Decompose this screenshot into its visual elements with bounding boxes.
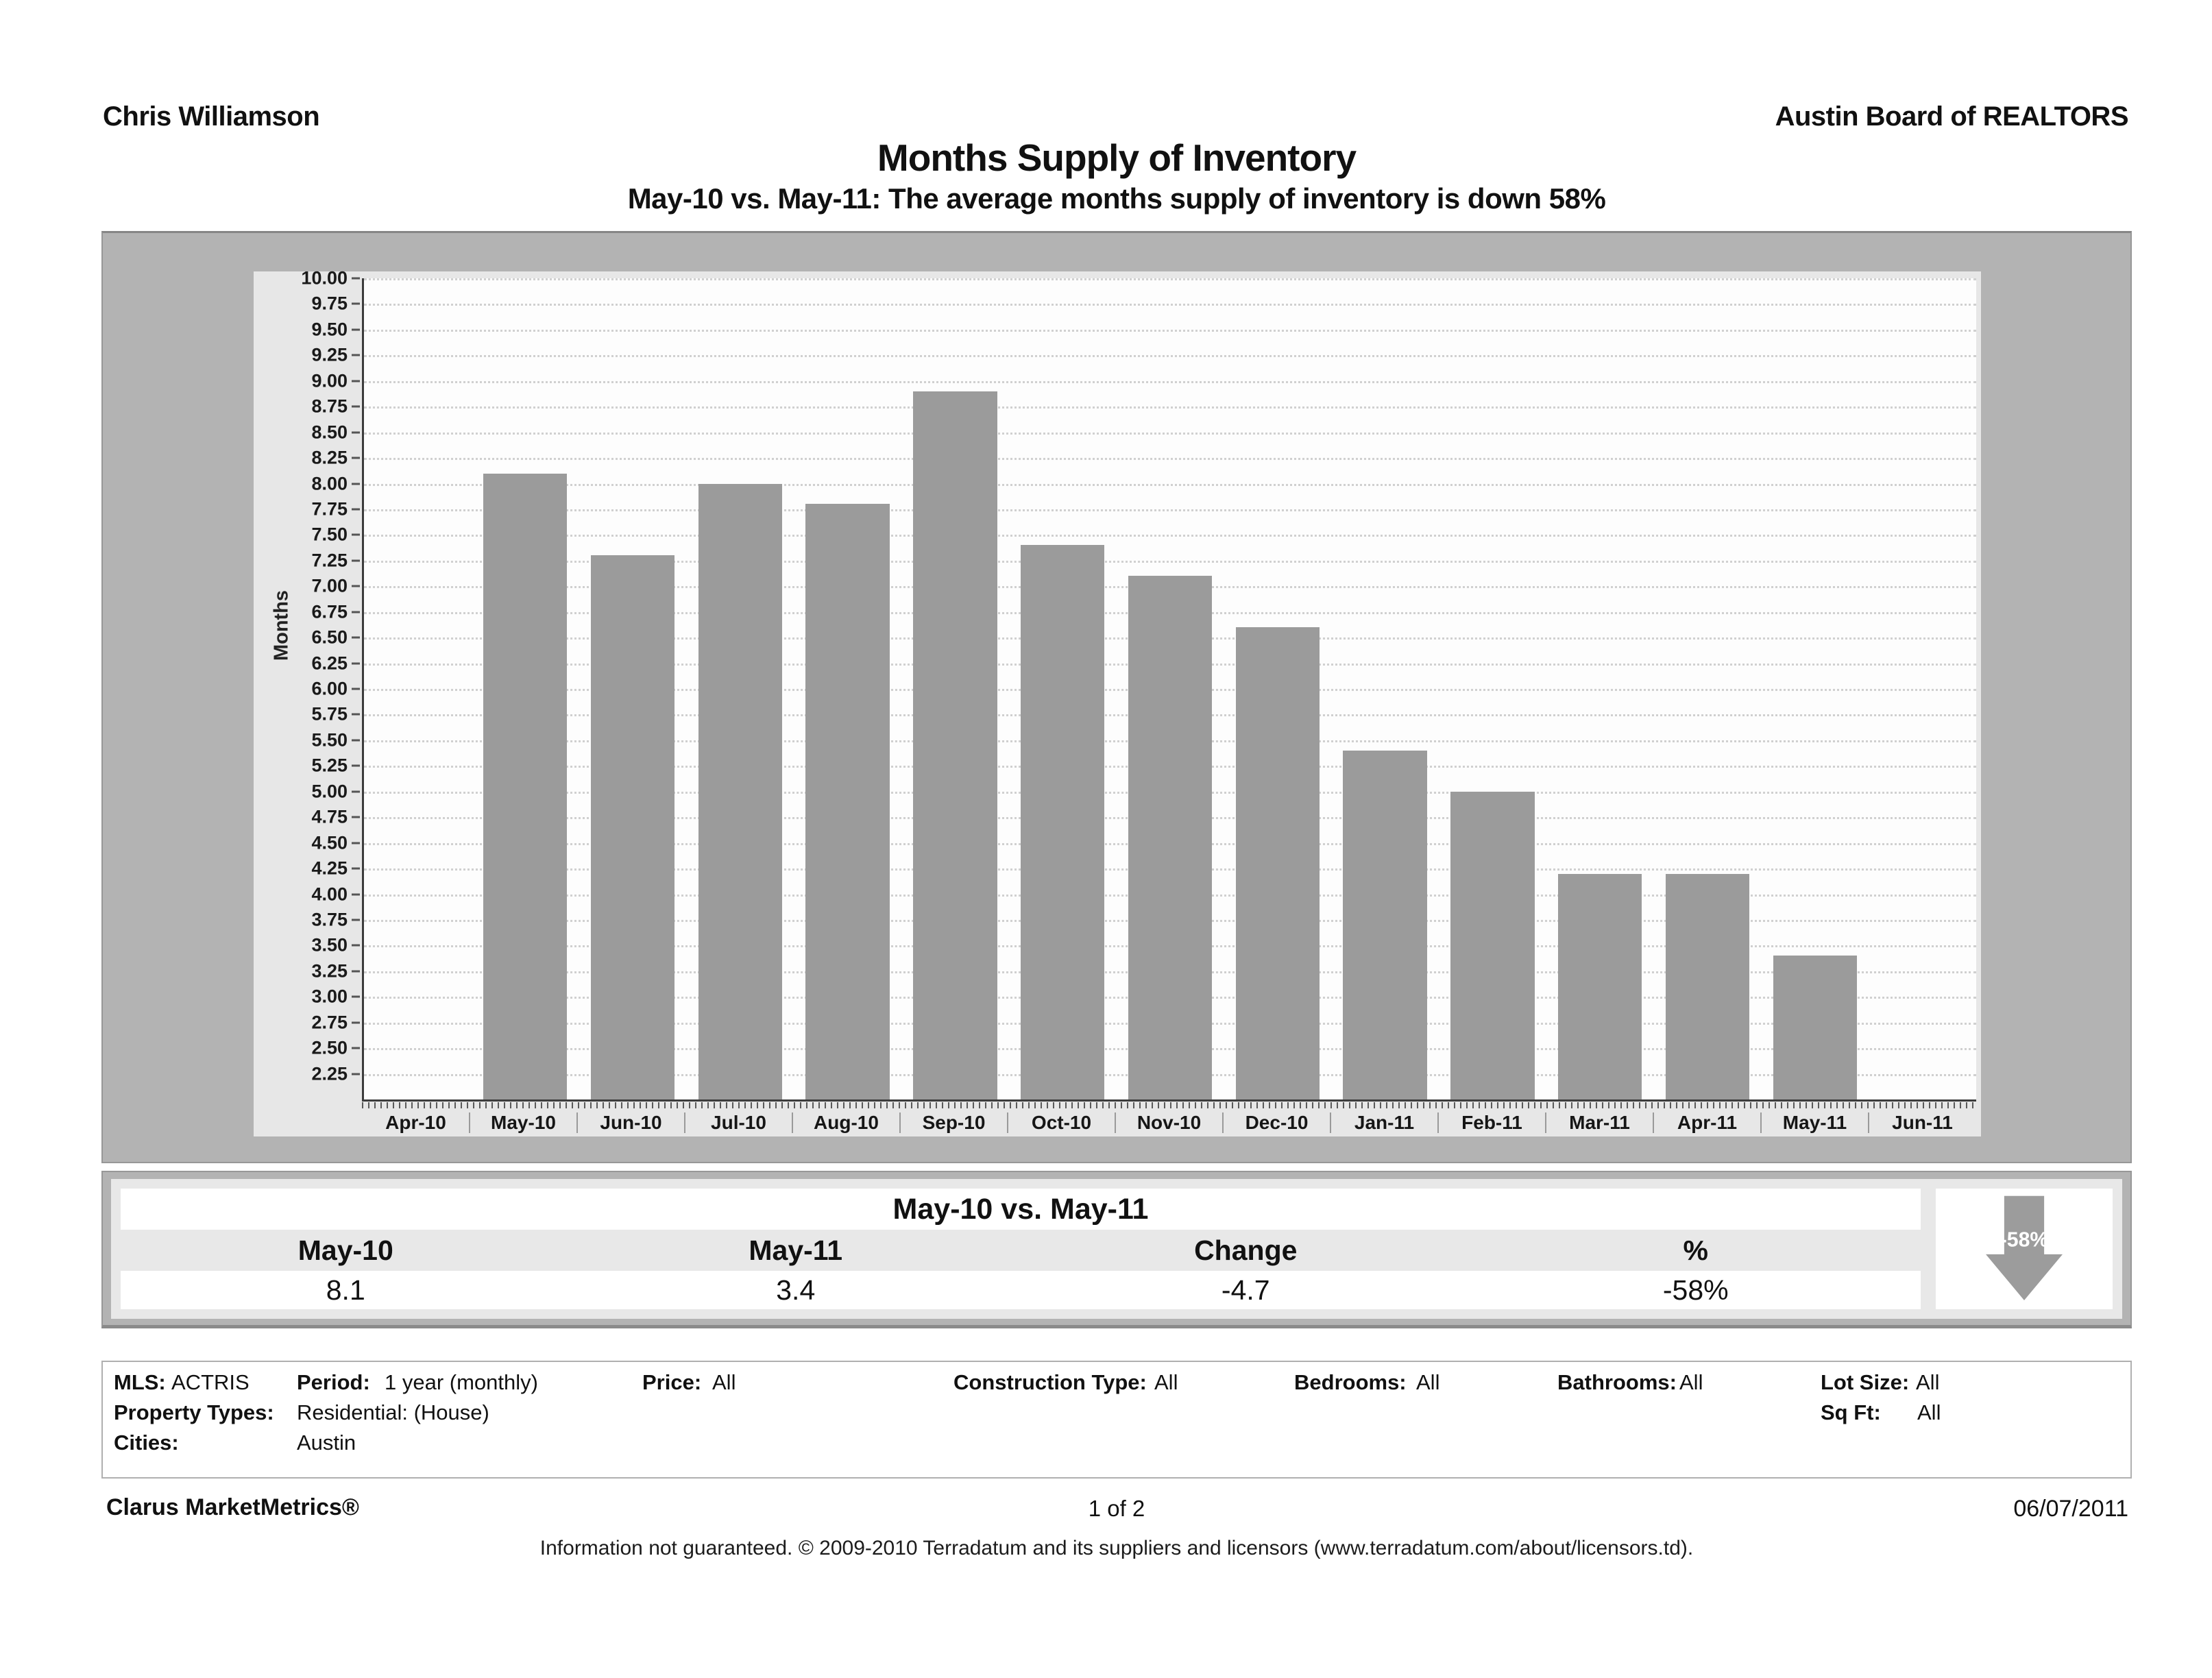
bar-Oct-10 [1021,545,1104,1099]
summary-column-header: May-10 [297,1235,393,1266]
bar-Feb-11 [1450,792,1534,1099]
report-title: Months Supply of Inventory [877,136,1357,179]
bar-Nov-10 [1128,576,1212,1099]
y-tick-label: 9.50 [311,319,360,340]
summary-value-row [121,1271,1921,1309]
y-tick-label: 5.50 [311,729,360,751]
report-subtitle: May-10 vs. May-11: The average months supply of inventory is down 58% [627,182,1606,215]
y-tick-label: 6.50 [311,627,360,648]
x-tick-label: Feb-11 [1438,1109,1546,1136]
x-tick-label: Dec-10 [1223,1109,1330,1136]
bar-Sep-10 [913,391,997,1099]
gridline [364,484,1976,486]
y-tick-label: 6.00 [311,679,360,700]
y-tick-label: 6.75 [311,601,360,622]
chart-panel [254,267,1981,1136]
y-tick-label: 3.25 [311,960,360,982]
footer-date: 06/07/2011 [2013,1496,2128,1522]
gridline [364,458,1976,460]
footer-page-indicator: 1 of 2 [1088,1496,1145,1521]
y-tick-label: 8.00 [311,473,360,494]
x-tick-label: Jun-10 [577,1109,685,1136]
plot-area [362,278,1976,1102]
y-tick-label: 5.00 [311,781,360,802]
gridline [364,381,1976,383]
criteria-sq-ft: Sq Ft: All [1821,1400,1941,1424]
criteria-construction-type: Construction Type: All [953,1370,1178,1394]
criteria-lot-size: Lot Size: All [1821,1370,1940,1394]
y-tick-label: 10.00 [301,268,360,289]
x-tick-label: Mar-11 [1546,1109,1653,1136]
summary-value: -4.7 [1221,1274,1270,1306]
footer-brand: Clarus MarketMetrics® [106,1494,359,1520]
gridline [364,433,1976,435]
x-tick-label: Apr-10 [385,1112,446,1133]
summary-header-row [121,1232,1921,1268]
bar-Jan-11 [1343,751,1426,1099]
x-tick-label: Jul-10 [685,1109,792,1136]
x-tick-label: Nov-10 [1115,1109,1223,1136]
summary-title: May-10 vs. May-11 [121,1189,1921,1230]
y-tick-label: 3.00 [311,986,360,1008]
summary-value: 8.1 [326,1274,365,1306]
y-tick-label: 3.75 [311,909,360,930]
y-tick-label: 4.25 [311,858,360,879]
summary-frame [101,1171,2132,1328]
x-tick-label: Aug-10 [792,1109,900,1136]
y-tick-label: 9.00 [311,370,360,391]
y-tick-label: 3.50 [311,935,360,956]
criteria-box [101,1361,2132,1479]
y-tick-label: 5.75 [311,704,360,725]
criteria-period: Period: 1 year (monthly) [297,1370,538,1394]
summary-panel [111,1179,2122,1319]
y-axis-title: Months [270,589,293,661]
x-tick-label: Apr-11 [1653,1109,1761,1136]
y-tick-label: 2.75 [311,1012,360,1033]
summary-table [121,1189,1921,1309]
bar-Mar-11 [1558,874,1642,1099]
down-arrow-icon [1973,1191,2076,1306]
y-axis-labels [254,267,360,1099]
gridline [364,509,1976,511]
y-tick-label: 7.00 [311,576,360,597]
agent-name: Chris Williamson [103,101,320,132]
footer-disclaimer: Information not guaranteed. © 2009-2010 Terradatum and its suppliers and licensors (www.terradatum.com/about/licensors.td). [539,1537,1694,1559]
bar-May-11 [1773,956,1857,1099]
y-tick-label: 7.75 [311,498,360,520]
gridline [364,535,1976,537]
x-tick-label: Jan-11 [1330,1109,1438,1136]
y-tick-label: 4.75 [311,807,360,828]
criteria-bedrooms: Bedrooms: All [1294,1370,1440,1394]
y-tick-label: 9.25 [311,345,360,366]
summary-column-header: May-11 [749,1235,843,1266]
x-axis-labels [362,1109,1976,1136]
gridline [364,330,1976,332]
organization-name: Austin Board of REALTORS [1775,101,2128,132]
x-tick-label: Sep-10 [900,1109,1008,1136]
bar-Dec-10 [1236,627,1320,1099]
gridline [364,278,1976,280]
y-tick-label: 2.25 [311,1063,360,1084]
bar-May-10 [483,474,567,1099]
criteria-bathrooms: Bathrooms: All [1557,1370,1703,1394]
gridline [364,304,1976,306]
change-badge-label: -58% [2000,1228,2049,1252]
x-tick-label: Oct-10 [1008,1109,1115,1136]
criteria-price: Price: All [642,1370,736,1394]
y-tick-label: 7.50 [311,524,360,546]
criteria-mls: MLS: ACTRIS [114,1370,250,1394]
summary-column-header: % [1683,1235,1708,1266]
y-tick-label: 6.25 [311,653,360,674]
y-tick-label: 2.50 [311,1038,360,1059]
gridline [364,355,1976,357]
y-tick-label: 9.75 [311,293,360,315]
bar-Aug-10 [805,504,889,1099]
summary-value: 3.4 [776,1274,816,1306]
change-badge [1936,1189,2113,1309]
y-tick-label: 8.75 [311,396,360,417]
y-tick-label: 8.25 [311,448,360,469]
bar-Jun-10 [591,555,674,1099]
x-tick-label: Jun-11 [1869,1109,1976,1136]
summary-value: -58% [1662,1274,1729,1306]
summary-column-header: Change [1194,1235,1298,1266]
bar-Apr-11 [1666,874,1749,1099]
y-tick-label: 4.00 [311,884,360,905]
x-tick-label: May-10 [470,1109,577,1136]
y-tick-label: 4.50 [311,832,360,853]
chart-frame [101,231,2132,1163]
x-tick-label: May-11 [1761,1109,1869,1136]
gridline [364,406,1976,409]
y-tick-label: 7.25 [311,550,360,571]
y-tick-label: 5.25 [311,755,360,777]
criteria-property-types: Property Types: Residential: (House) [114,1400,489,1424]
bar-Jul-10 [698,484,782,1100]
y-tick-label: 8.50 [311,422,360,443]
criteria-cities: Cities: Austin [114,1431,356,1455]
